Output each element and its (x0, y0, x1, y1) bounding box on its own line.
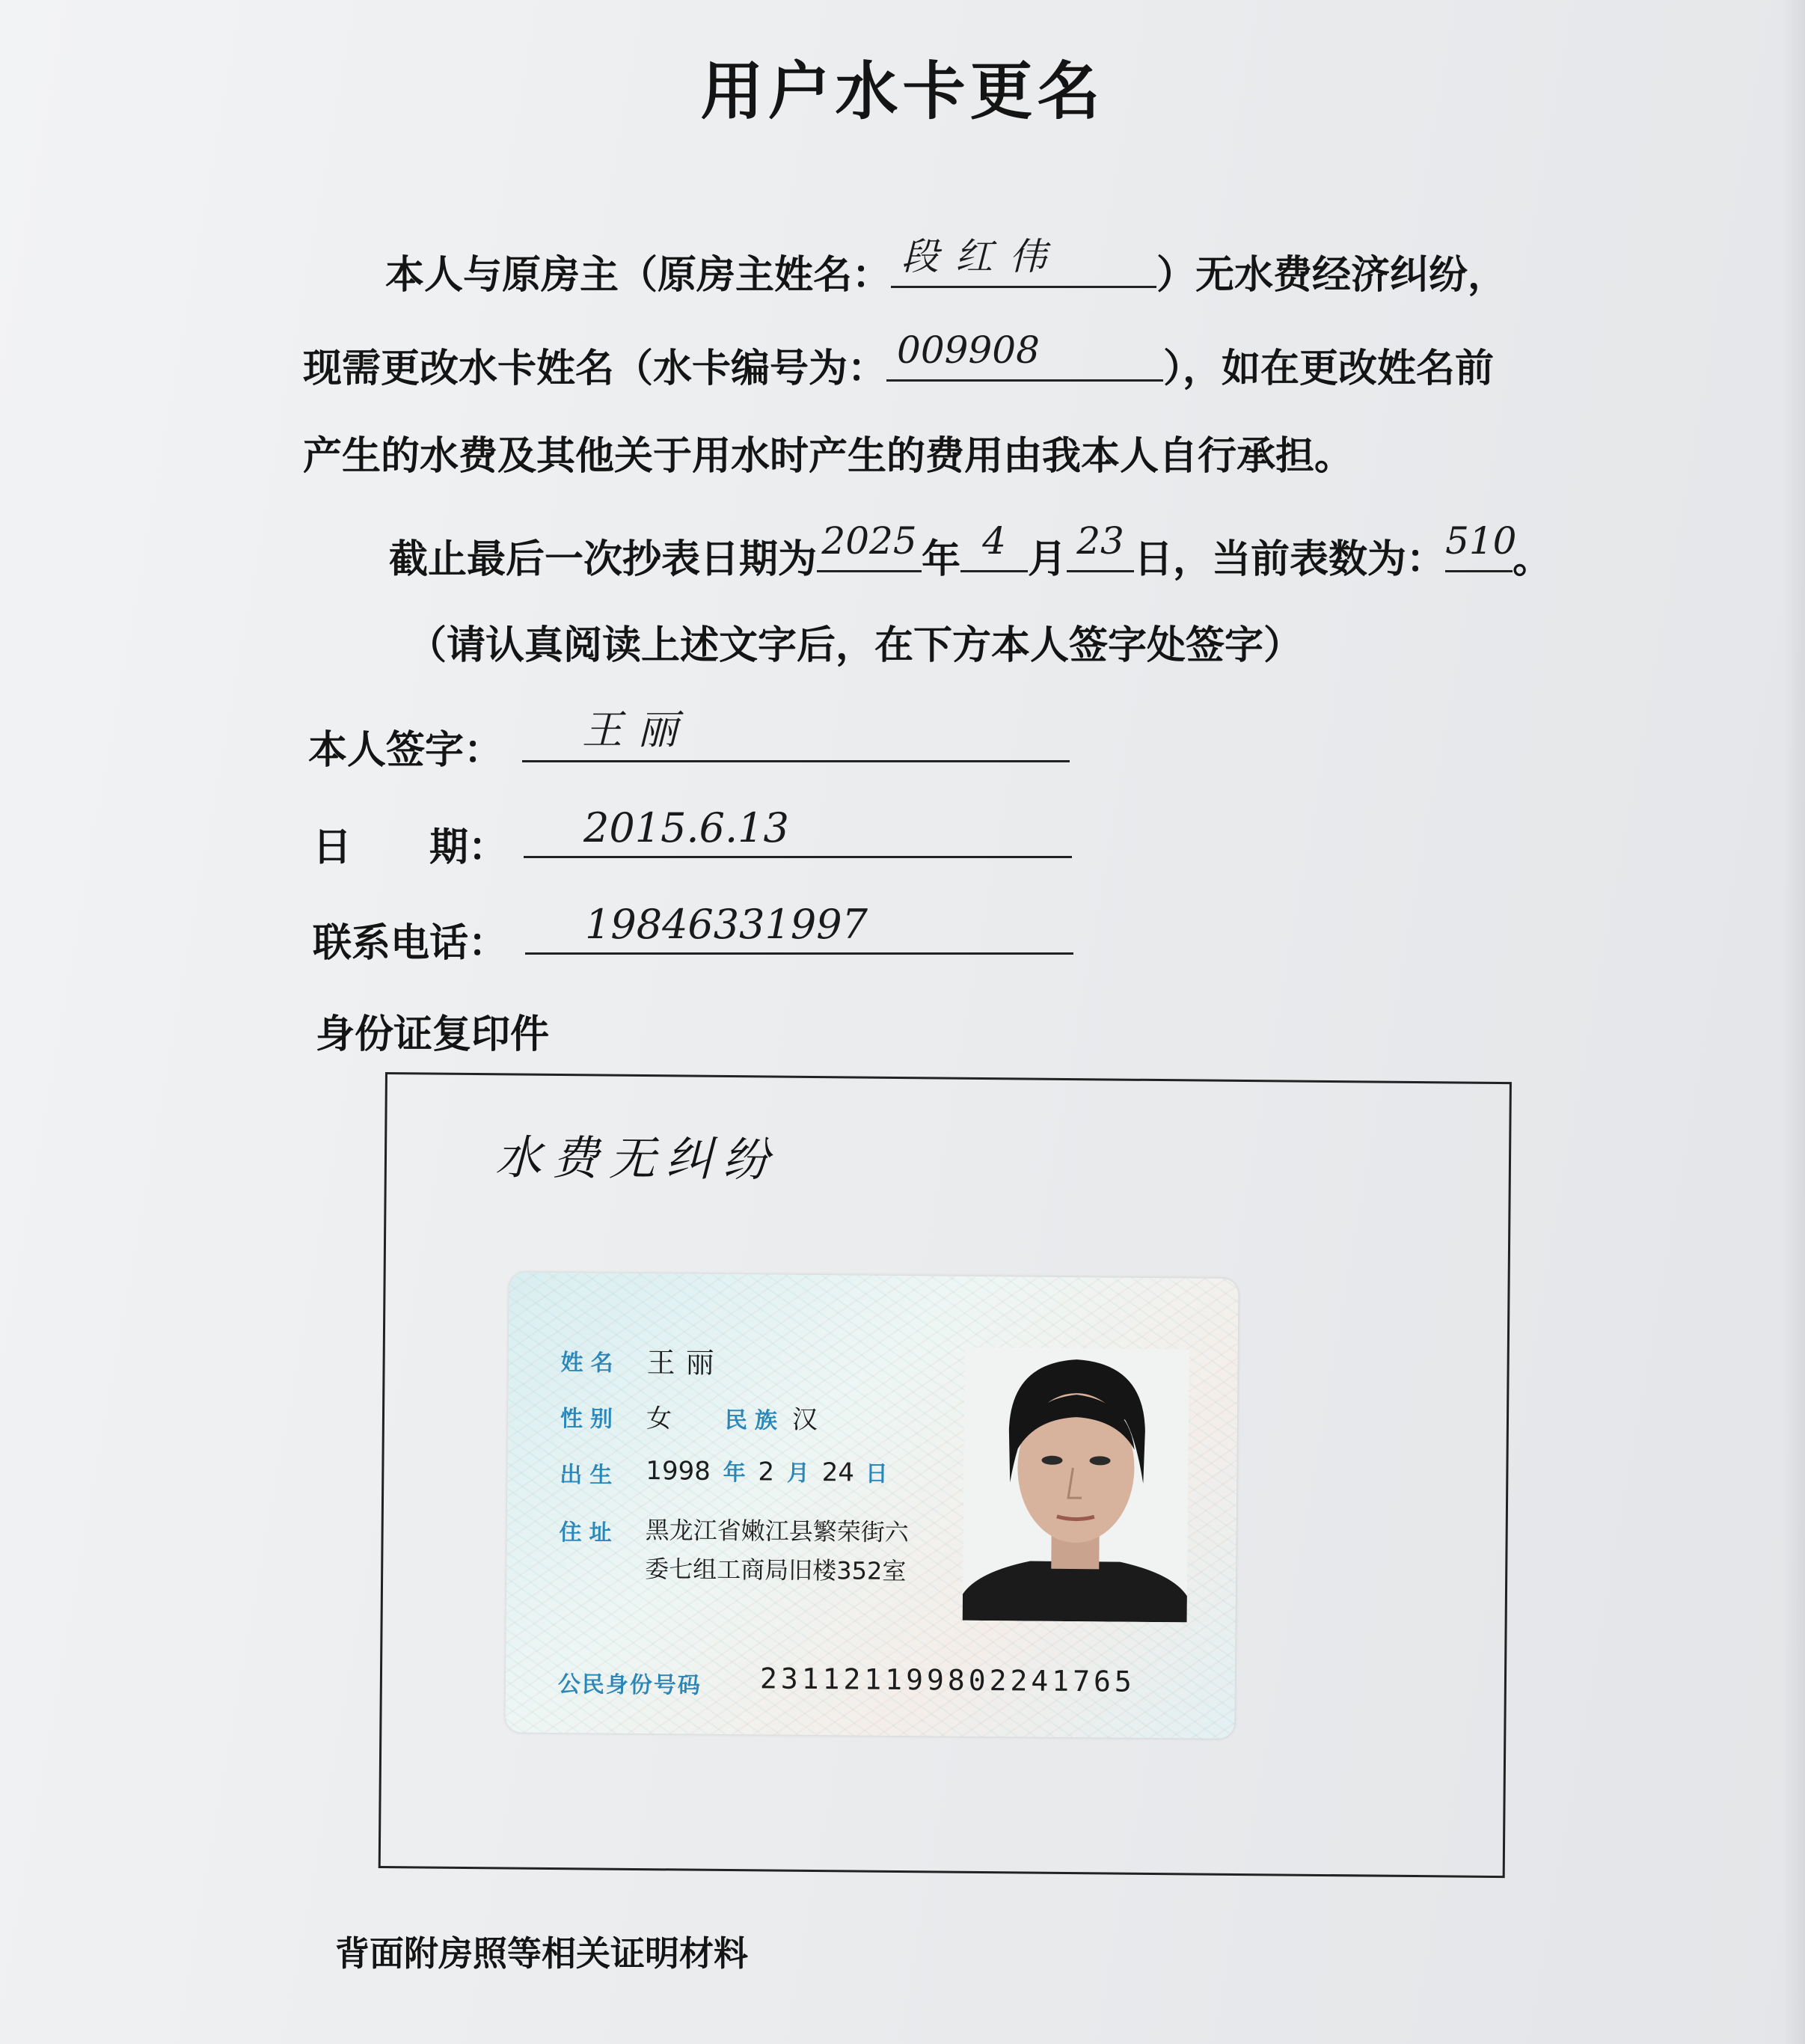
reading-month-blank (960, 519, 1028, 572)
paragraph-line-1 (385, 235, 1507, 302)
id-birth-day-unit: 日 (865, 1460, 888, 1487)
paragraph-line-4 (389, 519, 1552, 586)
phone-handwriting: 19846331997 (585, 901, 868, 948)
signature-line (522, 708, 1070, 762)
document-title: 用户水卡更名 (700, 55, 1105, 128)
card-number-handwriting: 009908 (897, 328, 1040, 372)
id-name-label: 姓名 (560, 1350, 621, 1377)
signing-notice: （请认真阅读上述文字后，在下方本人签字处签字） (408, 623, 1303, 668)
id-card (505, 1272, 1238, 1738)
paragraph-line-2 (303, 328, 1495, 395)
date-line (524, 804, 1072, 858)
date-label: 日 期： (313, 825, 508, 870)
paragraph-text: 本人与原房主（原房主姓名： (385, 253, 892, 298)
footer-note: 背面附房照等相关证明材料 (335, 1933, 748, 1974)
signature-handwriting: 王丽 (582, 706, 693, 753)
id-copy-box (379, 1072, 1512, 1878)
id-birth-day: 24 (821, 1457, 855, 1488)
id-portrait-photo (963, 1347, 1189, 1623)
label-year: 年 (922, 537, 961, 582)
id-birth-year-unit: 年 (723, 1459, 746, 1487)
paragraph-text: 截止最后一次抄表日期为 (389, 537, 818, 582)
card-number-blank (886, 328, 1163, 382)
paragraph-line-3: 产生的水费及其他关于用水时产生的费用由我本人自行承担。 (303, 434, 1354, 479)
id-ethnicity-value: 汉 (791, 1404, 818, 1436)
meter-value-handwriting: 510 (1445, 519, 1517, 563)
reading-year-handwriting: 2025 (821, 519, 917, 563)
phone-label: 联系电话： (313, 921, 508, 966)
id-birth-month-unit: 月 (786, 1460, 810, 1487)
id-address-line-1: 黑龙江省嫩江县繁荣街六 (645, 1516, 909, 1547)
id-number-value: 231121199802241765 (759, 1662, 1136, 1698)
reading-day-handwriting: 23 (1076, 519, 1124, 563)
label-month: 月 (1028, 537, 1067, 582)
id-birth-year: 1998 (646, 1456, 711, 1487)
id-address-line-2: 委七组工商局旧楼352室 (645, 1555, 907, 1586)
meter-value-blank (1445, 519, 1517, 572)
id-address-label: 住址 (559, 1520, 619, 1546)
page-edge-shadow (1783, 0, 1805, 2044)
owner-name-blank (891, 235, 1156, 288)
label-day-reading: 日，当前表数为： (1134, 537, 1446, 582)
id-number-label: 公民身份号码 (557, 1671, 702, 1699)
paragraph-text: ）无水费经济纠纷， (1156, 253, 1507, 298)
signature-label: 本人签字： (308, 728, 503, 773)
reading-year-blank (817, 519, 922, 572)
paragraph-end: 。 (1513, 537, 1552, 582)
id-ethnicity-label: 民族 (724, 1407, 785, 1434)
box-handwritten-note: 水费无纠纷 (494, 1130, 780, 1187)
id-birth-value (646, 1453, 888, 1488)
id-gender-value: 女 (646, 1404, 672, 1434)
id-gender-label: 性别 (560, 1406, 621, 1433)
id-birth-label: 出生 (560, 1462, 620, 1489)
phone-line (525, 900, 1073, 955)
id-copy-label: 身份证复印件 (316, 1012, 550, 1057)
paragraph-text: 现需更改水卡姓名（水卡编号为： (303, 346, 887, 391)
reading-month-handwriting: 4 (982, 519, 1006, 563)
owner-name-handwriting: 段红伟 (901, 235, 1064, 278)
date-handwriting: 2015.6.13 (583, 804, 789, 851)
paragraph-text: ），如在更改姓名前 (1163, 346, 1495, 391)
reading-day-blank (1067, 519, 1134, 572)
id-birth-month: 2 (758, 1457, 775, 1487)
id-name-value: 王丽 (646, 1346, 725, 1380)
